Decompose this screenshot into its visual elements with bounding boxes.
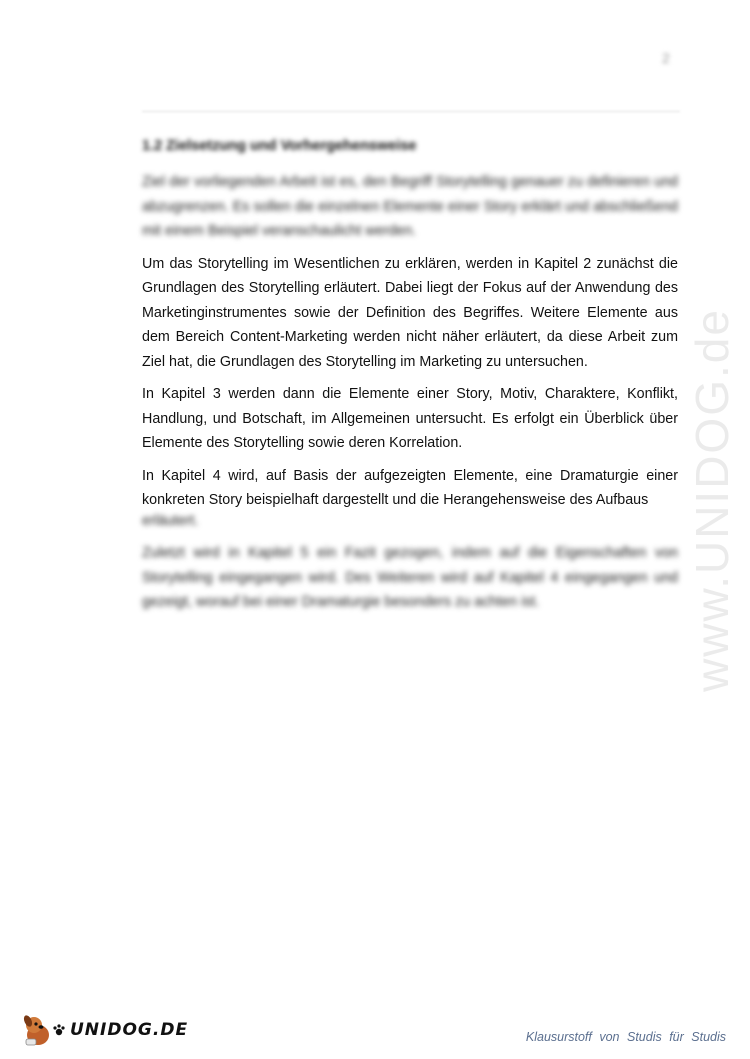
paw-icon	[52, 1023, 66, 1037]
paragraph-kapitel-3: In Kapitel 3 werden dann die Elemente einer Story, Motiv, Charaktere, Konflikt, Handlung, und Botschaft, im Allgemeinen untersucht. Es erfolgt ein Überblick über Elemente des Storytelling sowie deren Korrelation.	[142, 386, 678, 451]
paragraph-intro: Ziel der vorliegenden Arbeit ist es, den Begriff Storytelling genauer zu definieren und abzugrenzen. Es sollen die einzelnen Elemente einer Story erklärt und abschließend mit einem Beispiel veranschaulicht werden.	[142, 174, 678, 239]
header-rule	[142, 111, 680, 112]
footer-brand-text: UNIDOG.DE	[70, 1020, 189, 1040]
dog-mascot-icon	[22, 1013, 52, 1047]
watermark: www.UNIDOG.de	[686, 308, 738, 692]
page-number: 2	[662, 50, 670, 66]
paragraph-kapitel-5: Zuletzt wird in Kapitel 5 ein Fazit gezogen, indem auf die Eigenschaften von Storytelling eingegangen wird. Des Weiteren wird auf Kapitel 4 eingegangen und gezeigt, worauf bei einer Dramaturgie besonders zu achten ist.	[142, 545, 678, 610]
document-body	[142, 138, 678, 623]
footer-tagline: Klausurstoff von Studis für Studis	[525, 1030, 726, 1044]
section-heading: 1.2 Zielsetzung und Vorhergehensweise	[142, 138, 417, 154]
paragraph-kapitel-2: Um das Storytelling im Wesentlichen zu erklären, werden in Kapitel 2 zunächst die Grundlagen des Storytelling erläutert. Dabei liegt der Fokus auf der Anwendung des Marketinginstrumentes sowie der Definition des Begriffes. Weitere Elemente aus dem Bereich Content-Marketing werden nicht näher erläutert, da diese Arbeit zum Ziel hat, die Grundlagen des Storytelling im Marketing zu untersuchen.	[142, 255, 678, 370]
unidog-logo	[22, 1012, 188, 1048]
paragraph-kapitel-4: In Kapitel 4 wird, auf Basis der aufgezeigten Elemente, eine Dramaturgie einer konkreten Story beispielhaft dargestellt und die Herangehensweise des Aufbaus	[142, 467, 678, 508]
paragraph-kapitel-4-end: erläutert.	[142, 512, 199, 529]
